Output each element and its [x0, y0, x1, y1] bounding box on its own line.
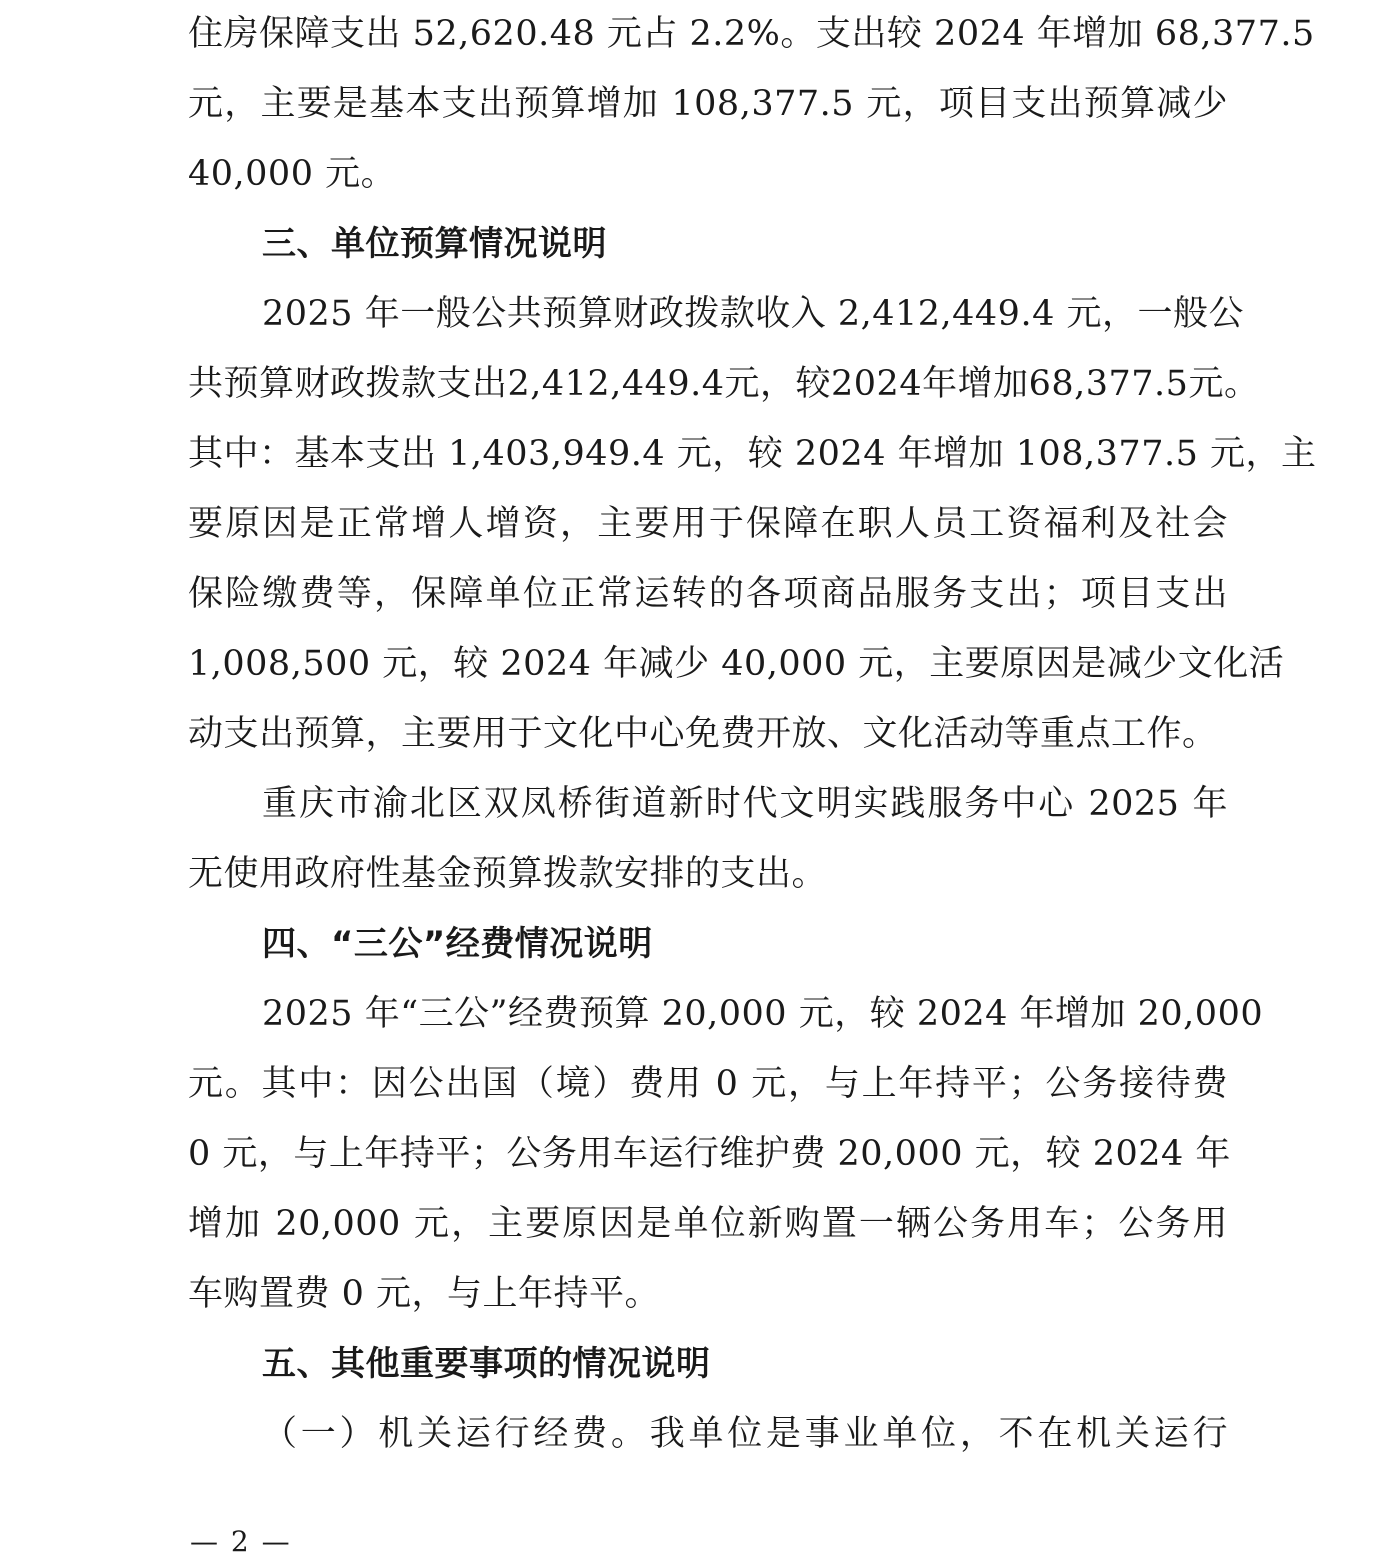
body-text-line: 40,000 元。	[188, 154, 397, 194]
page-number: — 2 —	[190, 1525, 292, 1558]
body-text-line: 1,008,500 元，较 2024 年减少 40,000 元，主要原因是减少文化活	[188, 644, 1285, 684]
body-text-line: 保险缴费等，保障单位正常运转的各项商品服务支出；项目支出	[188, 574, 1228, 614]
body-text-line: 元，主要是基本支出预算增加 108,377.5 元，项目支出预算减少	[188, 84, 1228, 124]
body-text-line: 0 元，与上年持平；公务用车运行维护费 20,000 元，较 2024 年	[188, 1134, 1231, 1174]
body-text-line: 要原因是正常增人增资，主要用于保障在职人员工资福利及社会	[188, 504, 1228, 544]
body-text-line: 2025 年“三公”经费预算 20,000 元，较 2024 年增加 20,000	[262, 994, 1264, 1034]
body-text-line: 住房保障支出 52,620.48 元占 2.2%。支出较 2024 年增加 68,377.5	[188, 14, 1315, 54]
body-text-line: 重庆市渝北区双凤桥街道新时代文明实践服务中心 2025 年	[262, 784, 1228, 824]
section-heading-3: 三、单位预算情况说明	[262, 224, 607, 264]
body-text-line: 2025 年一般公共预算财政拨款收入 2,412,449.4 元，一般公	[262, 294, 1244, 334]
body-text-line: 增加 20,000 元，主要原因是单位新购置一辆公务用车；公务用	[188, 1204, 1228, 1244]
body-text-line: 共预算财政拨款支出2,412,449.4元，较2024年增加68,377.5元。	[188, 364, 1260, 404]
body-text-line: 其中：基本支出 1,403,949.4 元，较 2024 年增加 108,377.5 元，主	[188, 434, 1317, 474]
body-text-line: 无使用政府性基金预算拨款安排的支出。	[188, 854, 828, 894]
body-text-line: 动支出预算，主要用于文化中心免费开放、文化活动等重点工作。	[188, 714, 1218, 754]
body-text-line: 车购置费 0 元，与上年持平。	[188, 1274, 661, 1314]
section-heading-4: 四、“三公”经费情况说明	[262, 924, 653, 964]
body-text-line: 元。其中：因公出国（境）费用 0 元，与上年持平；公务接待费	[188, 1064, 1228, 1104]
section-heading-5: 五、其他重要事项的情况说明	[262, 1344, 711, 1384]
body-text-line: （一）机关运行经费。我单位是事业单位，不在机关运行	[262, 1414, 1228, 1454]
